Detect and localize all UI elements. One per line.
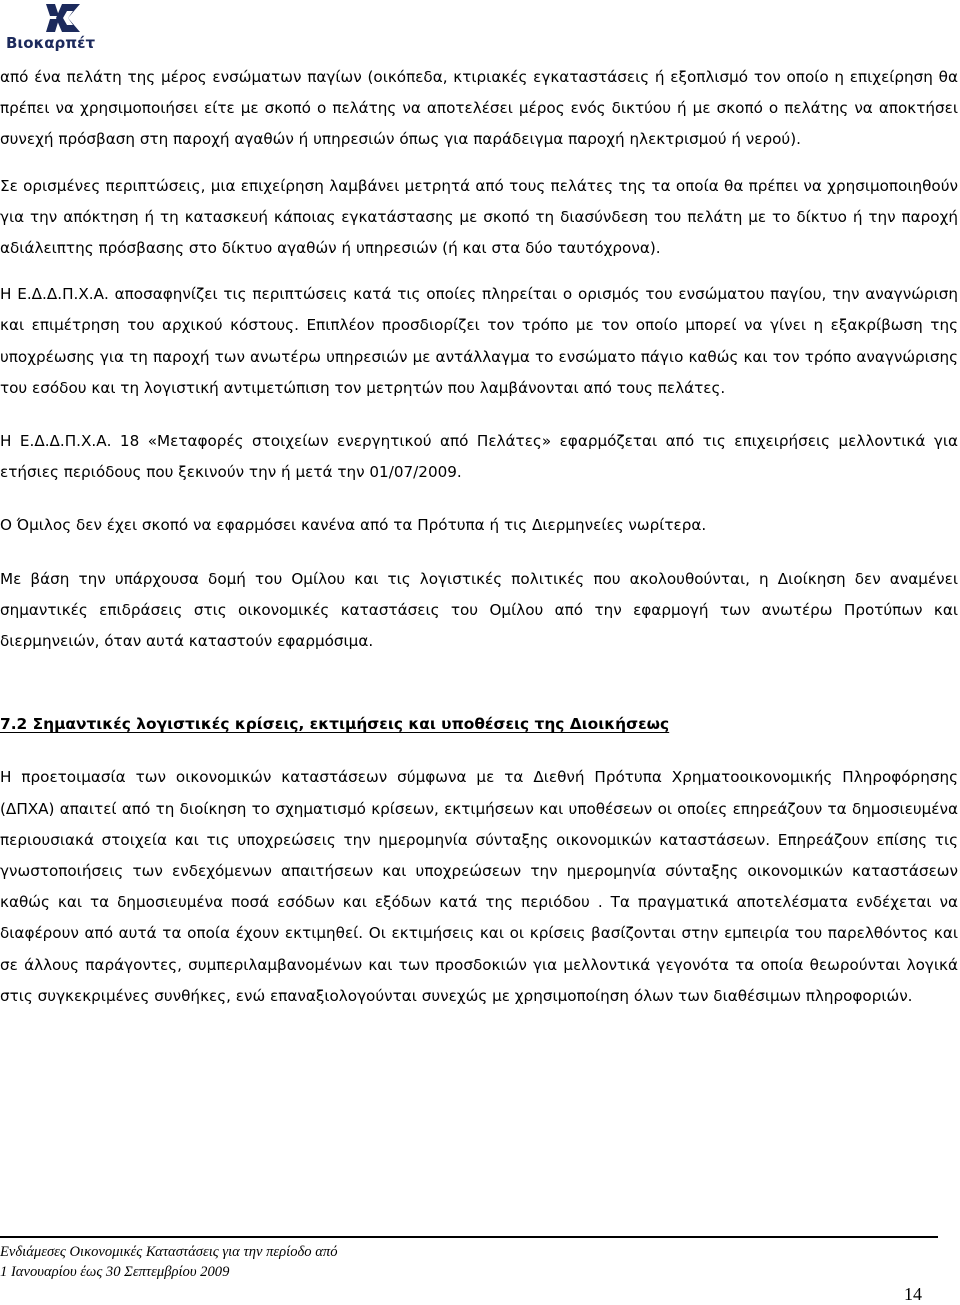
section-body: Η προετοιμασία των οικονομικών καταστάσεων σύμφωνα με τα Διεθνή Πρότυπα Χρηματοοικονομικής Πληροφόρησης (ΔΠΧΑ) απαιτεί από τη διοίκηση το σχηματισμό κρίσεων, εκτιμήσεων και υποθέσεων οι οποίες επηρεάζουν τα δημοσιευμένα περιουσιακά στοιχεία και τις υποχρεώσεις την ημερομηνία σύνταξης οικονομικών καταστάσεων. Επηρεάζουν επίσης τις γνωστοποιήσεις των ενδεχόμενων απαιτήσεων και υποχρεώσεων την ημερομηνία σύνταξης οικονομικών καταστάσεων καθώς και τα δημοσιευμένα ποσά εσόδων και εξόδων κατά της περιόδου . Τα πραγματικά αποτελέσματα ενδέχεται να διαφέρουν από αυτά τα οποία έχουν εκτιμηθεί. Οι εκτιμήσεις και οι κρίσεις βασίζονται στην εμπειρία του παρελθόντος και σε άλλους παράγοντες, συμπεριλαμβανομένων και των προσδοκιών για μελλοντικά γεγονότα τα οποία θεωρούνται λογικά στις συγκεκριμένες συνθήκες, ενώ επαναξιολογούνται συνεχώς με χρησιμοποίηση όλων των διαθέσιμων πληροφοριών. xyxy=(0,768,958,1005)
footer-title-line-1: Ενδιάμεσες Οικονομικές Καταστάσεις για την περίοδο από xyxy=(0,1244,338,1260)
paragraph-5: Ο Όμιλος δεν έχει σκοπό να εφαρμόσει κανένα από τα Πρότυπα ή τις Διερμηνείες νωρίτερα. xyxy=(0,516,707,535)
company-logo-text: Βιοκαρπέτ xyxy=(6,34,96,52)
paragraph-3: Η Ε.Δ.Δ.Π.Χ.Α. αποσαφηνίζει τις περιπτώσεις κατά τις οποίες πληρείται ο ορισμός του ενσώματου παγίου, την αναγνώριση και επιμέτρηση του αρχικού κόστους. Επιπλέον προσδιορίζει τον τρόπο με τον οποίο μπορεί να γίνει η εξακρίβωση της υποχρέωσης για τη παροχή των ανωτέρω υπηρεσιών με αντάλλαγμα το ενσώματο πάγιο καθώς και τον τρόπο αναγνώρισης του εσόδου και τη λογιστική αντιμετώπιση τον μετρητών που λαμβάνονται από τους πελάτες. xyxy=(0,285,958,397)
paragraph-4: Η Ε.Δ.Δ.Π.Χ.Α. 18 «Μεταφορές στοιχείων ενεργητικού από Πελάτες» εφαρμόζεται από τις επιχειρήσεις μελλοντικά για ετήσιες περιόδους που ξεκινούν την ή μετά την 01/07/2009. xyxy=(0,432,958,482)
paragraph-2: Σε ορισμένες περιπτώσεις, μια επιχείρηση λαμβάνει μετρητά από τους πελάτες της τα οποία θα πρέπει να χρησιμοποιηθούν για την απόκτηση ή τη κατασκευή κάποιας εγκατάστασης με σκοπό τη διασύνδεση του πελάτη με το δίκτυο ή την παροχή αδιάλειπτης πρόσβασης στο δίκτυο αγαθών ή υπηρεσιών (ή και στα δύο ταυτόχρονα). xyxy=(0,176,958,258)
footer-divider xyxy=(0,1236,938,1238)
paragraph-1: από ένα πελάτη της μέρος ενσώματων παγίων (οικόπεδα, κτιριακές εγκαταστάσεις ή εξοπλισμό τον οποίο η επιχείρηση θα πρέπει να χρησιμοποιήσει είτε με σκοπό ο πελάτης να αποτελέσει μέρος ενός δικτύου ή με σκοπό ο πελάτης να αποκτήσει συνεχή πρόσβαση στη παροχή αγαθών ή υπηρεσιών όπως για παράδειγμα παροχή ηλεκτρισμού ή νερού). xyxy=(0,68,958,149)
company-logo-mark-icon xyxy=(40,2,86,34)
section-heading: 7.2 Σημαντικές λογιστικές κρίσεις, εκτιμήσεις και υποθέσεις της Διοικήσεως xyxy=(0,715,670,734)
page-number: 14 xyxy=(904,1284,922,1304)
document-body xyxy=(0,62,958,1012)
company-logo xyxy=(4,2,124,54)
paragraph-6: Με βάση την υπάρχουσα δομή του Ομίλου και τις λογιστικές πολιτικές που ακολουθούνται, η Διοίκηση δεν αναμένει σημαντικές επιδράσεις στις οικονομικές καταστάσεις του Ομίλου από την εφαρμογή των ανωτέρω Προτύπων και διερμηνειών, όταν αυτά καταστούν εφαρμόσιμα. xyxy=(0,569,958,651)
footer-title-line-2: 1 Ιανουαρίου έως 30 Σεπτεμβρίου 2009 xyxy=(0,1264,230,1280)
